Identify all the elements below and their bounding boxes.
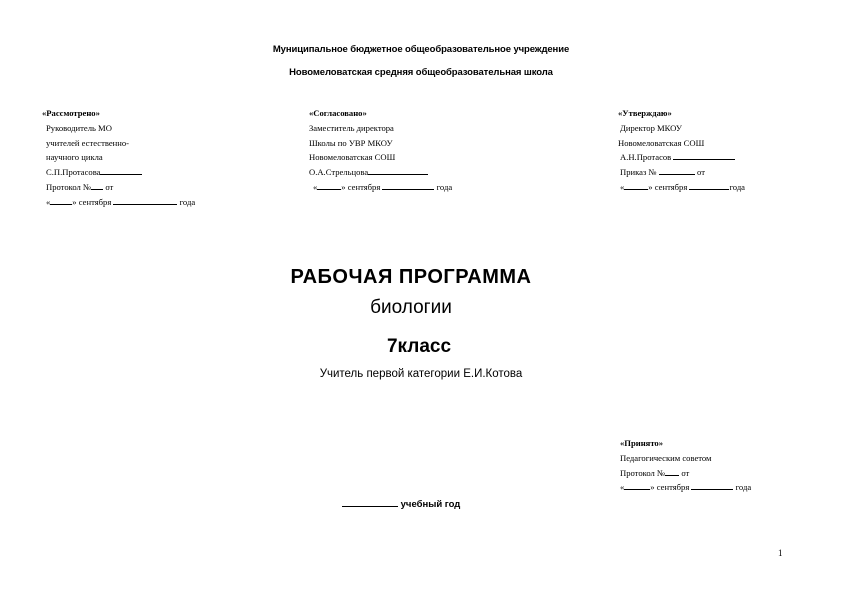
signature-underline: [673, 151, 735, 160]
accepted-date-line: [620, 480, 751, 495]
reviewed-heading: «Рассмотрено»: [42, 108, 100, 118]
protocol-label: Протокол №: [620, 467, 666, 478]
reviewed-role-line2: учителей естественно-: [46, 137, 130, 148]
agreed-heading: «Согласовано»: [309, 108, 367, 118]
from-label: от: [681, 467, 690, 478]
page-number: 1: [778, 548, 783, 558]
agreed-role: Заместитель директора: [309, 122, 394, 133]
order-label: Приказ №: [620, 167, 657, 178]
month-label: » сентября: [650, 482, 690, 493]
day-blank: [624, 181, 648, 190]
day-blank: [50, 196, 72, 205]
reviewed-date-line: [42, 195, 195, 210]
approved-signature-line: [618, 150, 745, 165]
reviewed-role-line3: научного цикла: [46, 152, 103, 163]
quote-open: «: [620, 181, 625, 192]
grade-title: 7класс: [386, 336, 452, 357]
reviewed-signature-line: [42, 165, 195, 180]
year-blank: [691, 481, 733, 490]
year-word: года: [729, 181, 745, 192]
approved-block: [618, 106, 745, 195]
academic-year-blank: [342, 497, 398, 507]
signature-underline: [100, 166, 142, 175]
year-word: года: [436, 181, 453, 192]
reviewed-block: [42, 106, 195, 210]
teacher-line: Учитель первой категории Е.И.Котова: [319, 368, 523, 380]
protocol-label: Протокол №: [46, 181, 92, 192]
month-label: » сентября: [72, 196, 112, 207]
accepted-protocol-line: [620, 466, 751, 481]
agreed-signature-line: [309, 165, 452, 180]
school-name: Новомеловатская средняя общеобразовательная школа: [289, 67, 553, 78]
accepted-block: [620, 436, 751, 495]
quote-open: «: [46, 196, 51, 207]
order-number-blank: [659, 166, 695, 175]
agreed-role-line3: Новомеловатская СОШ: [309, 152, 396, 163]
signature-underline: [368, 166, 428, 175]
from-label: от: [105, 181, 114, 192]
approved-heading: «Утверждаю»: [618, 108, 672, 118]
approved-role-line2: Новомеловатская СОШ: [618, 137, 705, 148]
quote-open: «: [620, 482, 625, 493]
agreed-role-line2: Школы по УВР МКОУ: [309, 137, 393, 148]
quote-open: «: [313, 181, 318, 192]
protocol-number-blank: [91, 181, 103, 190]
academic-year-label: учебный год: [400, 499, 461, 510]
month-label: » сентября: [341, 181, 381, 192]
approved-role: Директор МКОУ: [620, 122, 682, 133]
agreed-date-line: [309, 180, 452, 195]
academic-year-line: [342, 497, 460, 510]
reviewed-signer: С.П.Протасова: [46, 167, 101, 178]
reviewed-role: Руководитель МО: [46, 122, 112, 133]
document-title: РАБОЧАЯ ПРОГРАММА: [290, 266, 532, 288]
accepted-heading: «Принято»: [620, 438, 664, 448]
day-blank: [624, 481, 650, 490]
agreed-block: [309, 106, 452, 195]
subject-title: биологии: [370, 297, 452, 318]
institution-type: Муниципальное бюджетное общеобразовательное учреждение: [272, 44, 570, 55]
approved-signer: А.Н.Протасов: [620, 152, 672, 163]
approved-date-line: [618, 180, 745, 195]
reviewed-protocol-line: [42, 180, 195, 195]
accepted-council: Педагогическим советом: [620, 452, 712, 463]
protocol-number-blank: [665, 467, 679, 476]
day-blank: [317, 181, 341, 190]
year-blank: [113, 196, 177, 205]
year-word: года: [735, 482, 752, 493]
from-label: от: [697, 167, 705, 178]
approved-order-line: [618, 165, 745, 180]
year-blank: [689, 181, 729, 190]
month-label: » сентября: [648, 181, 688, 192]
agreed-signer: О.А.Стрельцова: [309, 167, 369, 178]
year-blank: [382, 181, 434, 190]
year-word: года: [179, 196, 196, 207]
